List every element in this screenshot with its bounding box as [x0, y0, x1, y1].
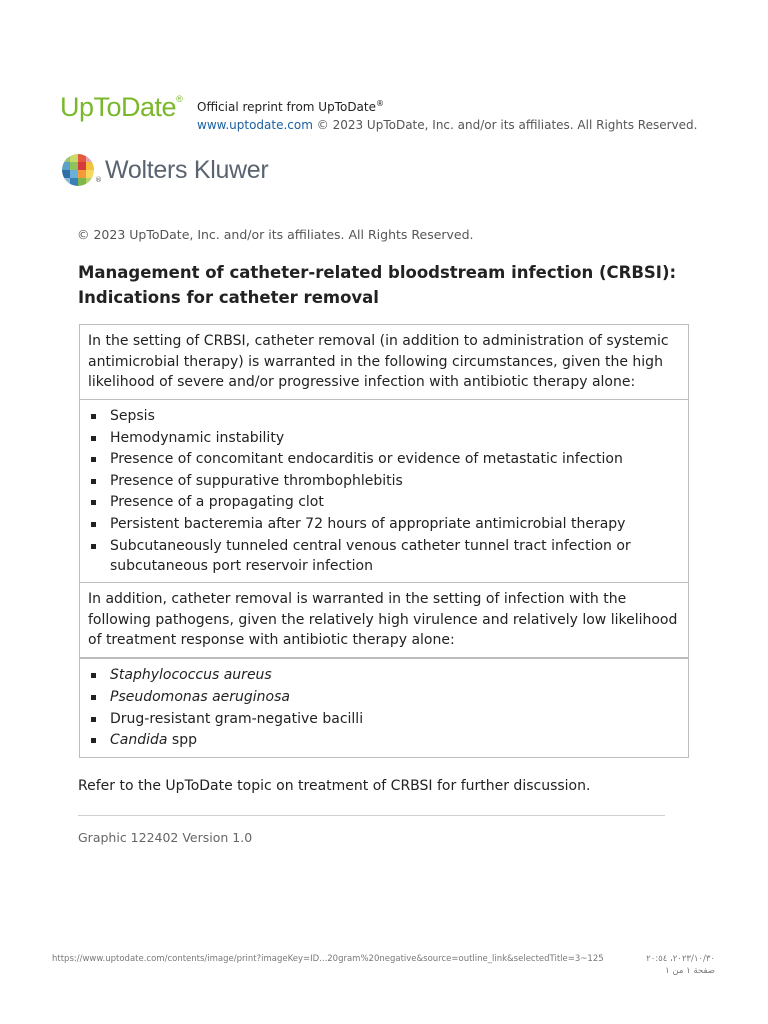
- reprint-label: Official reprint from UpToDate: [197, 100, 376, 114]
- wolters-kluwer-registered-mark: ®: [95, 176, 102, 184]
- reprint-registered-mark: ®: [376, 99, 384, 108]
- footer-url: https://www.uptodate.com/contents/image/print?imageKey=ID...20gram%20negative&source=outline_link&selectedTitle=3~125: [52, 954, 604, 964]
- pathogen-genus: Candida: [110, 732, 168, 749]
- wolters-kluwer-wordmark: Wolters Kluwer: [105, 155, 269, 184]
- registered-mark: ®: [176, 94, 183, 104]
- list-item: Presence of concomitant endocarditis or evidence of metastatic infection: [88, 449, 680, 469]
- reprint-notice: [197, 95, 697, 134]
- uptodate-site-link[interactable]: www.uptodate.com: [197, 118, 313, 132]
- footer-date: ٢٠٢٣/١٠/٣٠، ٢٠:٥٤: [646, 954, 715, 964]
- list-item: Drug-resistant gram-negative bacilli: [88, 709, 680, 729]
- list-item: Hemodynamic instability: [88, 428, 680, 448]
- reprint-rights: © 2023 UpToDate, Inc. and/or its affiliates. All Rights Reserved.: [316, 118, 698, 132]
- graphic-title: Management of catheter-related bloodstream infection (CRBSI): Indications for catheter removal: [78, 263, 677, 307]
- list-item: Staphylococcus aureus: [88, 665, 680, 685]
- list-item: Sepsis: [88, 406, 680, 426]
- graphic-version: Graphic 122402 Version 1.0: [78, 830, 253, 845]
- indications-table: [79, 324, 689, 758]
- wolters-kluwer-globe-icon: [62, 154, 94, 186]
- refer-note: Refer to the UpToDate topic on treatment of CRBSI for further discussion.: [78, 778, 591, 794]
- circumstances-cell: [80, 399, 688, 583]
- pathogens-list: [88, 665, 680, 750]
- divider: [78, 815, 665, 816]
- list-item: Presence of suppurative thrombophlebitis: [88, 471, 680, 491]
- pathogens-cell: [80, 657, 688, 757]
- list-item: Persistent bacteremia after 72 hours of appropriate antimicrobial therapy: [88, 514, 680, 534]
- wolters-kluwer-logo: [62, 154, 268, 186]
- list-item: [88, 730, 680, 750]
- table-intro-text: In the setting of CRBSI, catheter removal (in addition to administration of systemic antimicrobial therapy) is warranted in the following circumstances, given the high likelihood of severe and/or progressive infection with antibiotic therapy alone:: [88, 333, 669, 390]
- uptodate-logo-text: UpToDate: [60, 92, 177, 122]
- reprint-rights-line: [197, 116, 697, 134]
- list-item: Pseudomonas aeruginosa: [88, 687, 680, 707]
- reprint-label-line: [197, 95, 697, 116]
- pathogen-suffix: spp: [167, 732, 198, 749]
- footer-date-block: [646, 953, 715, 977]
- table-addition-text: In addition, catheter removal is warranted in the setting of infection with the following pathogens, given the relatively high virulence and relatively low likelihood of treatment response with antibiotic therapy alone:: [80, 582, 688, 657]
- copyright-notice: © 2023 UpToDate, Inc. and/or its affiliates. All Rights Reserved.: [77, 227, 474, 242]
- circumstances-list: [88, 406, 680, 576]
- list-item: Presence of a propagating clot: [88, 492, 680, 512]
- footer-page: صفحة ١ من ١: [665, 966, 715, 976]
- list-item: Subcutaneously tunneled central venous catheter tunnel tract infection or subcutaneous port reservoir infection: [88, 536, 680, 576]
- uptodate-logo: [60, 92, 182, 123]
